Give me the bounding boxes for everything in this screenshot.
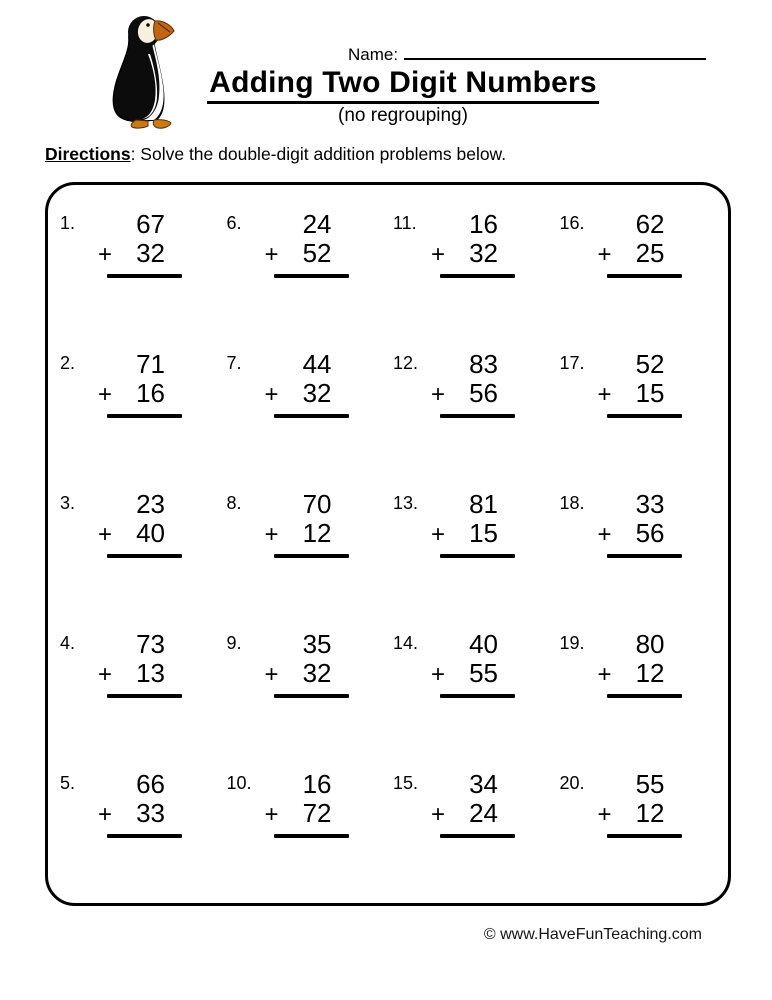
- addend-top: 55: [635, 769, 665, 799]
- problem-cell: [227, 210, 394, 350]
- plus-sign: +: [264, 241, 279, 269]
- addition-problem: [431, 350, 515, 418]
- addend-top: 35: [302, 629, 332, 659]
- problem-cell: [60, 350, 227, 490]
- addend-top: 83: [469, 349, 498, 379]
- plus-sign: +: [98, 801, 113, 829]
- copyright-footer: © www.HaveFunTeaching.com: [483, 926, 702, 943]
- addition-problem: [431, 490, 515, 558]
- addition-problem: [265, 770, 349, 838]
- plus-sign: +: [264, 521, 279, 549]
- problem-number: 6.: [226, 213, 242, 233]
- addend-bottom: 12: [635, 798, 665, 829]
- problem-number: 19.: [559, 633, 585, 653]
- addend-bottom: 25: [635, 238, 665, 269]
- problem-number: 3.: [60, 493, 76, 513]
- plus-sign: +: [264, 661, 279, 689]
- problem-cell: [560, 630, 727, 770]
- addition-problem: [598, 630, 682, 698]
- addend-top: 73: [136, 629, 165, 659]
- addend-bottom: 52: [302, 238, 332, 269]
- plus-sign: +: [98, 661, 113, 689]
- addition-problem: [265, 350, 349, 418]
- problem-cell: [227, 630, 394, 770]
- answer-line: [107, 554, 182, 558]
- addend-bottom: 33: [136, 798, 165, 829]
- problem-cell: [393, 350, 560, 490]
- page-subtitle: (no regrouping): [338, 105, 468, 126]
- problem-number: 12.: [393, 353, 419, 373]
- addend-bottom: 15: [469, 518, 498, 549]
- answer-line: [107, 414, 182, 418]
- problem-cell: [560, 350, 727, 490]
- problem-cell: [60, 490, 227, 630]
- problem-number: 10.: [226, 773, 252, 793]
- plus-sign: +: [431, 241, 446, 269]
- addend-bottom: 16: [136, 378, 165, 409]
- addend-bottom: 24: [469, 798, 498, 829]
- answer-line: [274, 554, 349, 558]
- addition-problem: [431, 770, 515, 838]
- addition-problem: [265, 210, 349, 278]
- addition-problem: [598, 770, 682, 838]
- addend-bottom: 12: [302, 518, 332, 549]
- problem-number: 15.: [393, 773, 419, 793]
- directions-label: Directions: [45, 144, 131, 164]
- plus-sign: +: [431, 801, 446, 829]
- problem-number: 18.: [559, 493, 585, 513]
- name-field-row: [348, 44, 706, 65]
- problem-number: 8.: [226, 493, 242, 513]
- answer-line: [440, 414, 515, 418]
- answer-line: [274, 694, 349, 698]
- problem-number: 4.: [60, 633, 76, 653]
- addition-problem: [598, 210, 682, 278]
- answer-line: [607, 414, 682, 418]
- plus-sign: +: [431, 381, 446, 409]
- addend-top: 70: [302, 489, 332, 519]
- answer-line: [440, 834, 515, 838]
- addition-problem: [98, 490, 182, 558]
- answer-line: [607, 554, 682, 558]
- addend-top: 16: [469, 209, 498, 239]
- problem-number: 11.: [393, 213, 417, 233]
- plus-sign: +: [264, 381, 279, 409]
- addend-bottom: 32: [136, 238, 165, 269]
- problem-cell: [227, 770, 394, 910]
- problem-number: 5.: [60, 773, 76, 793]
- addend-top: 44: [302, 349, 332, 379]
- addition-problem: [98, 770, 182, 838]
- problem-cell: [227, 350, 394, 490]
- plus-sign: +: [264, 801, 279, 829]
- addition-problem: [98, 350, 182, 418]
- addend-bottom: 56: [469, 378, 498, 409]
- answer-line: [274, 414, 349, 418]
- plus-sign: +: [98, 381, 113, 409]
- directions-line: [45, 144, 506, 165]
- addition-problem: [98, 210, 182, 278]
- addend-bottom: 32: [469, 238, 498, 269]
- answer-line: [607, 274, 682, 278]
- addend-top: 34: [469, 769, 498, 799]
- problem-cell: [393, 210, 560, 350]
- problem-number: 16.: [559, 213, 585, 233]
- addend-bottom: 13: [136, 658, 165, 689]
- problem-cell: [560, 770, 727, 910]
- plus-sign: +: [597, 521, 612, 549]
- name-label: Name:: [348, 45, 399, 64]
- plus-sign: +: [98, 241, 113, 269]
- answer-line: [107, 834, 182, 838]
- problems-grid: [45, 182, 731, 906]
- problem-number: 1.: [60, 213, 76, 233]
- addition-problem: [265, 490, 349, 558]
- problem-number: 9.: [226, 633, 242, 653]
- addition-problem: [431, 630, 515, 698]
- addend-bottom: 15: [635, 378, 665, 409]
- addend-top: 40: [469, 629, 498, 659]
- problem-number: 20.: [559, 773, 585, 793]
- problem-cell: [560, 490, 727, 630]
- addend-top: 66: [136, 769, 165, 799]
- problem-number: 7.: [226, 353, 242, 373]
- problem-cell: [393, 490, 560, 630]
- addition-problem: [598, 350, 682, 418]
- problem-cell: [560, 210, 727, 350]
- plus-sign: +: [431, 521, 446, 549]
- answer-line: [107, 694, 182, 698]
- addend-top: 67: [136, 209, 165, 239]
- addend-bottom: 55: [469, 658, 498, 689]
- addend-top: 24: [302, 209, 332, 239]
- addend-top: 23: [136, 489, 165, 519]
- addend-bottom: 56: [635, 518, 665, 549]
- plus-sign: +: [597, 241, 612, 269]
- addend-bottom: 12: [635, 658, 665, 689]
- problem-number: 13.: [393, 493, 419, 513]
- plus-sign: +: [597, 801, 612, 829]
- answer-line: [107, 274, 182, 278]
- answer-line: [274, 274, 349, 278]
- answer-line: [440, 694, 515, 698]
- directions-text: : Solve the double-digit addition problems below.: [130, 144, 507, 164]
- addend-top: 33: [635, 489, 665, 519]
- problem-cell: [60, 770, 227, 910]
- name-blank-line: [404, 44, 706, 60]
- problem-number: 17.: [559, 353, 585, 373]
- addition-problem: [431, 210, 515, 278]
- plus-sign: +: [597, 661, 612, 689]
- problem-cell: [393, 630, 560, 770]
- answer-line: [607, 834, 682, 838]
- problem-number: 14.: [393, 633, 419, 653]
- problem-cell: [393, 770, 560, 910]
- plus-sign: +: [98, 521, 113, 549]
- answer-line: [274, 834, 349, 838]
- addend-top: 81: [469, 489, 498, 519]
- problem-number: 2.: [60, 353, 76, 373]
- addition-problem: [265, 630, 349, 698]
- addition-problem: [598, 490, 682, 558]
- page-title: Adding Two Digit Numbers: [207, 67, 599, 104]
- addend-bottom: 32: [302, 658, 332, 689]
- addend-bottom: 32: [302, 378, 332, 409]
- answer-line: [440, 274, 515, 278]
- plus-sign: +: [431, 661, 446, 689]
- addend-top: 80: [635, 629, 665, 659]
- plus-sign: +: [597, 381, 612, 409]
- problem-cell: [60, 210, 227, 350]
- addend-top: 71: [136, 349, 165, 379]
- addend-bottom: 72: [302, 798, 332, 829]
- answer-line: [607, 694, 682, 698]
- problem-cell: [227, 490, 394, 630]
- addition-problem: [98, 630, 182, 698]
- answer-line: [440, 554, 515, 558]
- addend-top: 62: [635, 209, 665, 239]
- addend-bottom: 40: [136, 518, 165, 549]
- addend-top: 16: [302, 769, 332, 799]
- problem-cell: [60, 630, 227, 770]
- addend-top: 52: [635, 349, 665, 379]
